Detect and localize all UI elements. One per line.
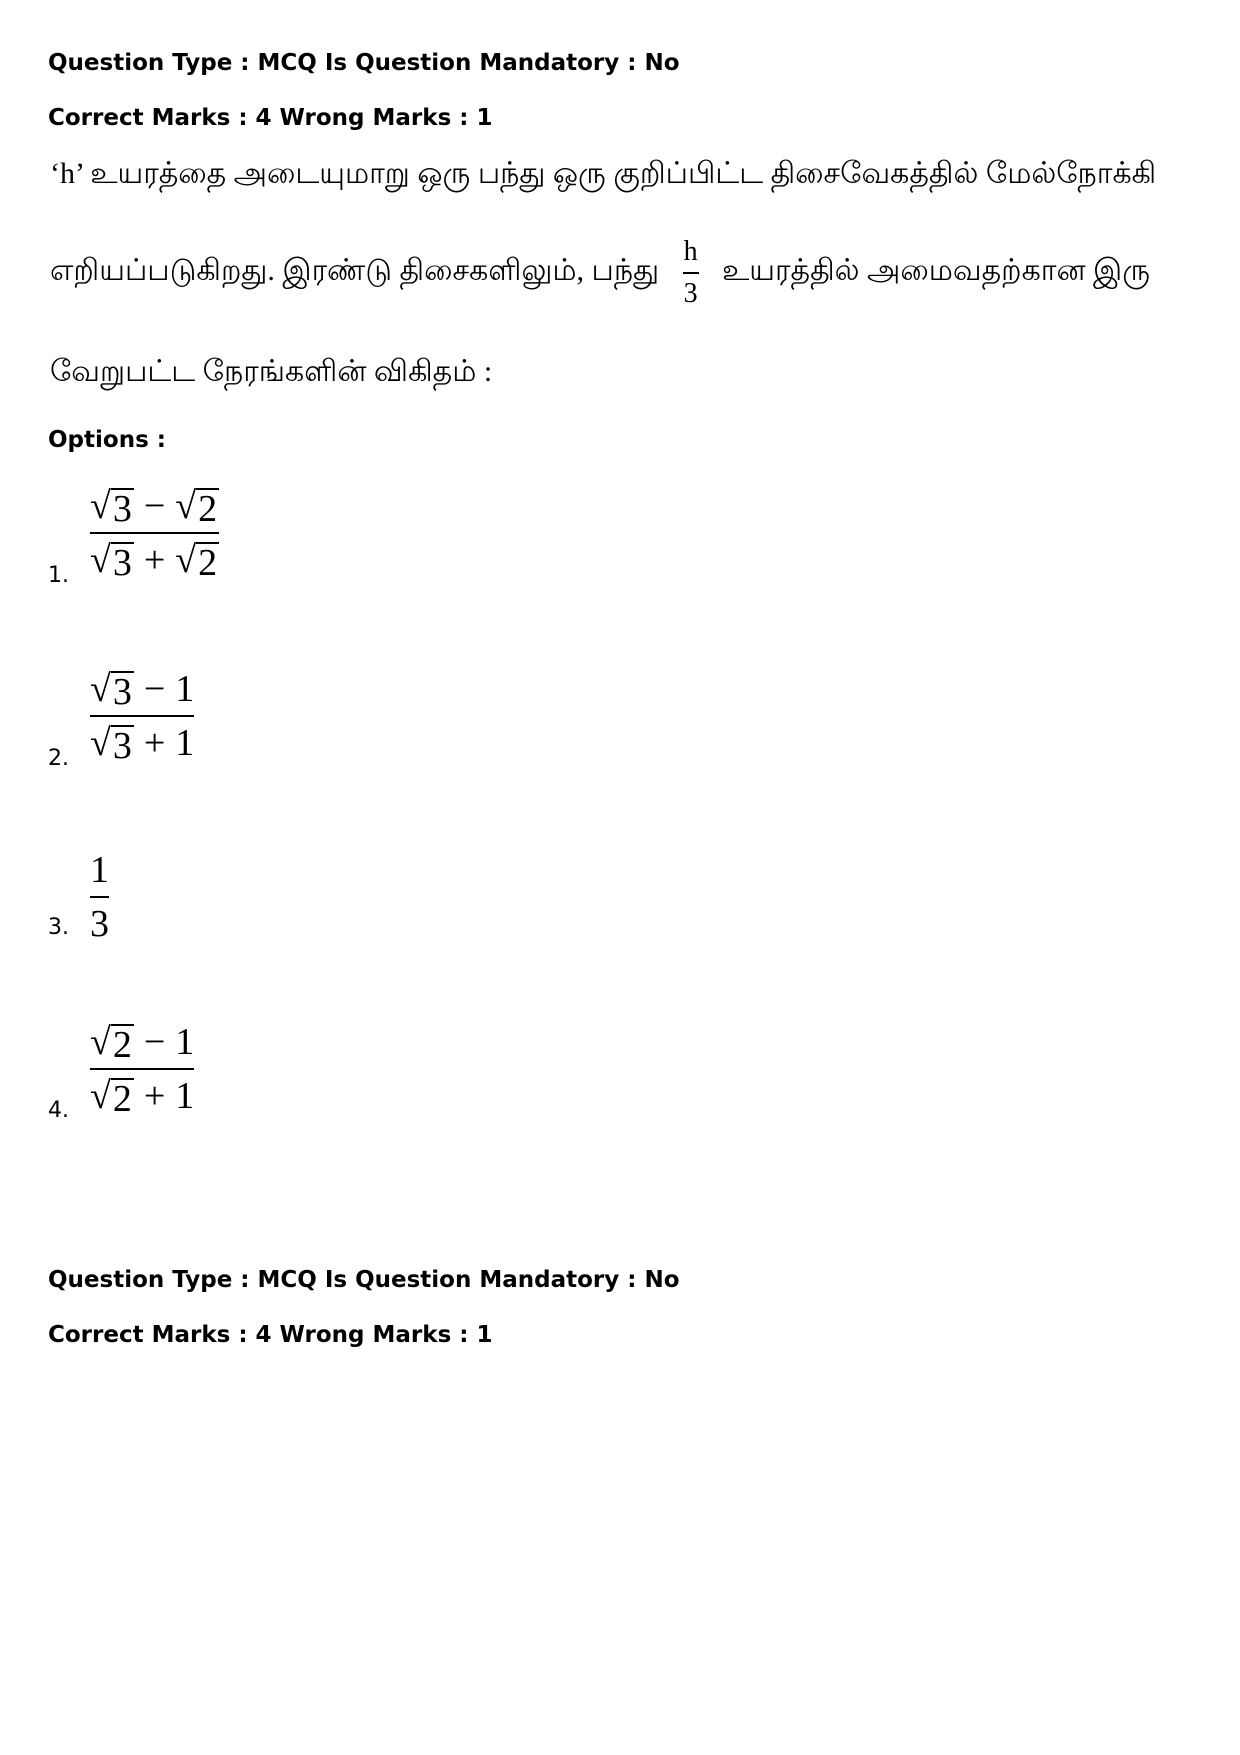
option-2-number: 2.	[48, 746, 69, 771]
option-1-fraction	[90, 484, 219, 582]
option-1-numerator: √ 3 − √ 2	[90, 485, 218, 530]
inline-fraction-bar	[683, 272, 699, 274]
option-3-numerator: 1	[90, 849, 109, 891]
question-type-line: Question Type : MCQ Is Question Mandatory : No	[48, 50, 680, 76]
sqrt-symbol: √ 3	[90, 722, 132, 767]
sqrt-symbol: √ 3	[90, 668, 132, 713]
inline-fraction-numerator: h	[683, 236, 698, 267]
option-2-numerator: √ 3 − 1	[90, 668, 195, 713]
options-label: Options :	[48, 427, 166, 453]
inline-fraction-denominator: 3	[683, 278, 698, 309]
fraction-bar	[90, 532, 219, 534]
question-text-line-2-end: உயரத்தில் அமைவதற்கான இரு	[722, 253, 1151, 287]
option-1-number: 1.	[48, 563, 69, 588]
question-text-line-2	[50, 236, 1150, 310]
marks-line: Correct Marks : 4 Wrong Marks : 1	[48, 105, 493, 131]
option-3-number: 3.	[48, 915, 69, 940]
inline-fraction	[683, 236, 699, 310]
option-4-numerator: √ 2 − 1	[90, 1021, 195, 1066]
question-type-line-2: Question Type : MCQ Is Question Mandatory : No	[48, 1267, 680, 1293]
fraction-bar	[90, 715, 194, 717]
fraction-bar	[90, 896, 109, 898]
option-4-denominator: √ 2 + 1	[90, 1075, 195, 1120]
sqrt-symbol: √ 2	[175, 539, 218, 584]
option-2-denominator: √ 3 + 1	[90, 722, 195, 767]
sqrt-symbol: √ 2	[90, 1075, 132, 1120]
question-text-line-3: வேறுபட்ட நேரங்களின் விகிதம் :	[50, 355, 493, 388]
marks-line-2: Correct Marks : 4 Wrong Marks : 1	[48, 1322, 493, 1348]
sqrt-symbol: √ 2	[90, 1021, 132, 1066]
sqrt-symbol: √ 3	[90, 539, 132, 584]
option-3-fraction	[90, 848, 109, 946]
question-text-line-2-start: எறியப்படுகிறது. இரண்டு திசைகளிலும், பந்து	[50, 253, 660, 287]
sqrt-symbol: √ 3	[90, 485, 132, 530]
sqrt-symbol: √ 2	[175, 485, 218, 530]
option-3-denominator: 3	[90, 903, 109, 945]
option-4-number: 4.	[48, 1098, 69, 1123]
option-4-fraction	[90, 1020, 194, 1118]
question-text-line-1: ‘h’ உயரத்தை அடையுமாறு ஒரு பந்து ஒரு குறிப்பிட்ட திசைவேகத்தில் மேல்நோக்கி	[50, 157, 1157, 190]
option-2-fraction	[90, 667, 194, 765]
option-1-denominator: √ 3 + √ 2	[90, 539, 218, 584]
fraction-bar	[90, 1068, 194, 1070]
